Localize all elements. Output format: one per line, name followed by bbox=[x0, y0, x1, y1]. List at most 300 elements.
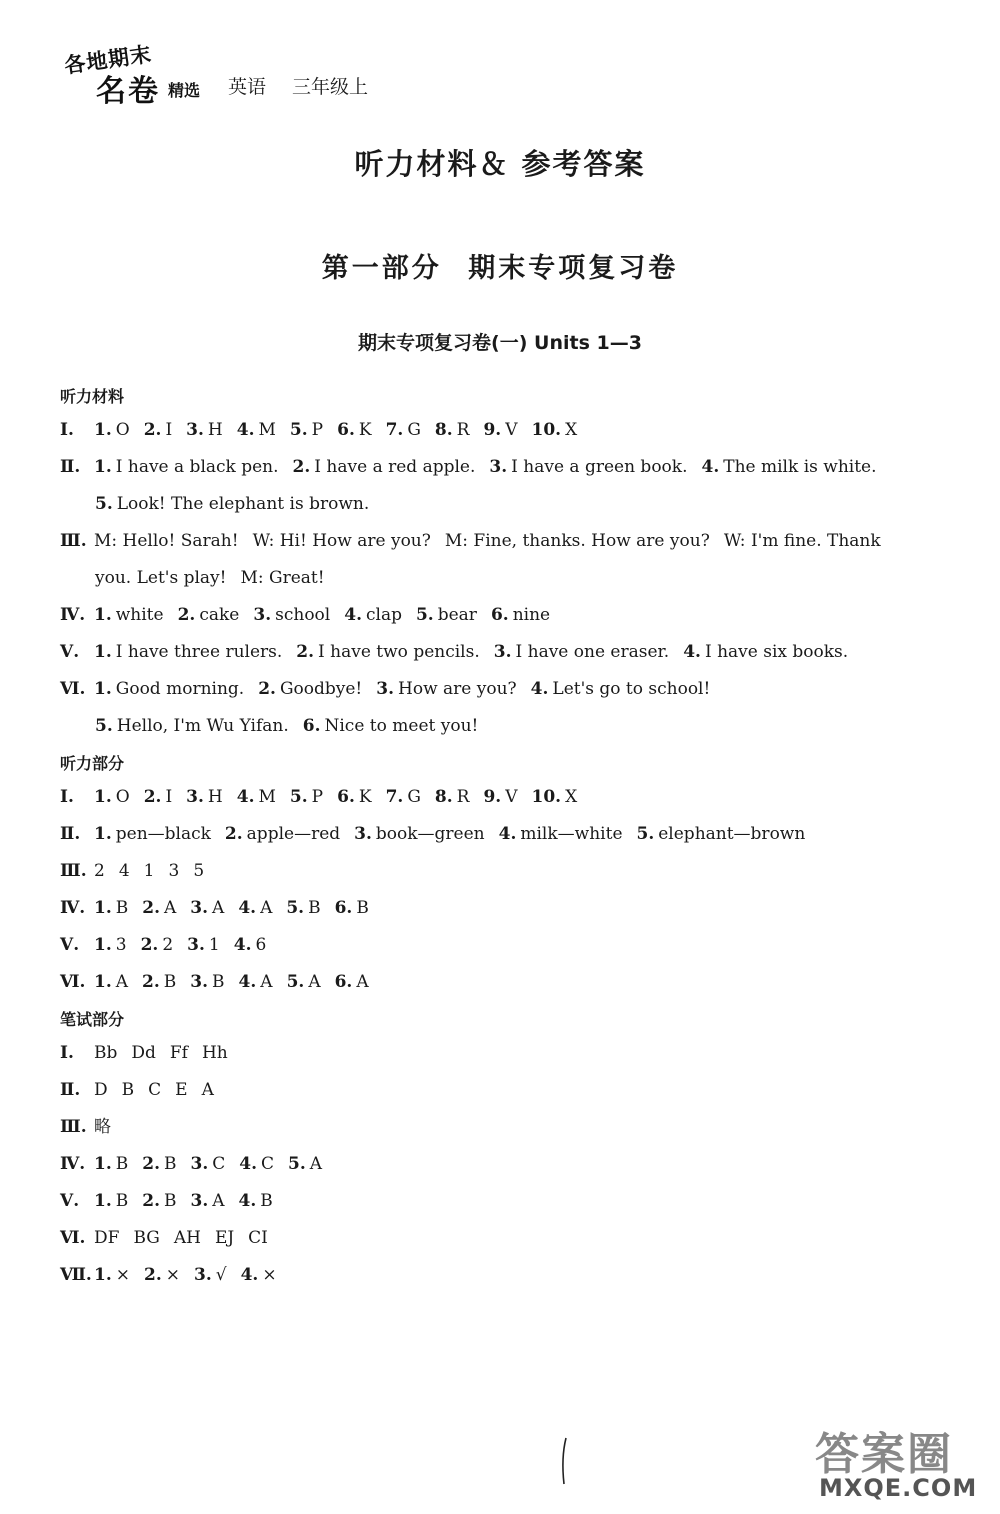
item-number: 6. bbox=[490, 605, 509, 625]
item-text: √ bbox=[215, 1265, 227, 1285]
item-text: 4 bbox=[118, 861, 130, 881]
item-text: I bbox=[165, 787, 173, 807]
answer-item bbox=[499, 824, 623, 844]
item-text: M bbox=[258, 420, 276, 440]
answer-item bbox=[416, 605, 477, 625]
answer-item bbox=[724, 531, 881, 551]
answer-item bbox=[174, 1228, 201, 1248]
answer-item bbox=[238, 898, 272, 918]
item-text: O bbox=[115, 420, 130, 440]
answer-item bbox=[95, 716, 289, 736]
answer-item bbox=[144, 1265, 180, 1285]
answer-line bbox=[60, 1035, 960, 1072]
item-number: 3. bbox=[186, 787, 204, 807]
item-text: M: Great! bbox=[240, 568, 325, 588]
item-number: 3. bbox=[190, 1191, 209, 1211]
item-number: 5. bbox=[636, 824, 655, 844]
answer-line bbox=[60, 816, 960, 853]
item-number: 5. bbox=[286, 898, 305, 918]
pen-stroke-mark bbox=[560, 1436, 570, 1486]
answer-item bbox=[144, 787, 172, 807]
answer-line bbox=[60, 449, 960, 486]
answer-item bbox=[142, 1154, 176, 1174]
item-number: 8. bbox=[434, 787, 453, 807]
answer-item bbox=[94, 420, 130, 440]
answer-item bbox=[191, 1191, 225, 1211]
item-number: 3. bbox=[190, 898, 209, 918]
item-text: I have six books. bbox=[704, 642, 849, 662]
item-text: AH bbox=[173, 1228, 201, 1248]
item-number: 5. bbox=[289, 420, 308, 440]
answer-item bbox=[215, 1228, 234, 1248]
item-text: A bbox=[260, 972, 273, 992]
question-number: Ⅴ. bbox=[60, 935, 80, 955]
item-number: 9. bbox=[483, 420, 502, 440]
item-text: 5 bbox=[193, 861, 205, 881]
item-text: X bbox=[565, 420, 578, 440]
answer-item bbox=[344, 605, 402, 625]
item-text: book—green bbox=[375, 824, 485, 844]
answer-line bbox=[60, 486, 960, 523]
item-number: 6. bbox=[337, 787, 355, 807]
answer-item bbox=[225, 824, 340, 844]
answer-line bbox=[60, 597, 960, 634]
item-number: 5. bbox=[286, 972, 305, 992]
answer-line bbox=[60, 779, 960, 816]
item-number: 3. bbox=[376, 679, 395, 699]
answer-line bbox=[60, 671, 960, 708]
answer-item bbox=[190, 972, 224, 992]
answer-item bbox=[186, 420, 223, 440]
answer-item bbox=[133, 1228, 159, 1248]
answer-line bbox=[60, 964, 960, 1001]
item-number: 1. bbox=[94, 972, 112, 992]
answer-item bbox=[178, 605, 240, 625]
item-number: 2. bbox=[144, 1265, 162, 1285]
logo-sub-text: 精选 bbox=[168, 81, 201, 100]
item-text: clap bbox=[365, 605, 402, 625]
item-number: 3. bbox=[187, 935, 205, 955]
answer-line bbox=[60, 1220, 960, 1257]
item-text: A bbox=[201, 1080, 214, 1100]
item-number: 1. bbox=[94, 898, 112, 918]
item-number: 4. bbox=[238, 972, 257, 992]
answer-item bbox=[702, 457, 877, 477]
answer-item bbox=[532, 787, 578, 807]
answer-item bbox=[94, 605, 164, 625]
answer-item bbox=[290, 420, 323, 440]
answer-item bbox=[386, 420, 421, 440]
item-text: A bbox=[308, 972, 321, 992]
answer-item bbox=[94, 861, 105, 881]
item-text: P bbox=[311, 420, 324, 440]
item-number: 2. bbox=[142, 1191, 160, 1211]
question-number: Ⅶ. bbox=[60, 1265, 92, 1285]
item-number: 2. bbox=[142, 898, 160, 918]
item-number: 1. bbox=[94, 1154, 112, 1174]
watermark-top-text: 答案圈 bbox=[815, 1429, 953, 1480]
answer-item bbox=[144, 420, 172, 440]
item-number: 3. bbox=[493, 642, 512, 662]
item-number: 1. bbox=[94, 824, 112, 844]
answer-item bbox=[94, 1080, 108, 1100]
item-text: A bbox=[212, 1191, 225, 1211]
item-number: 3. bbox=[190, 1154, 209, 1174]
answer-item bbox=[489, 457, 687, 477]
question-number: Ⅰ. bbox=[60, 420, 74, 440]
item-number: 2. bbox=[296, 642, 315, 662]
item-text: I bbox=[165, 420, 173, 440]
logo-main-text: 名卷 bbox=[96, 74, 160, 109]
answer-item bbox=[234, 935, 267, 955]
answer-item bbox=[122, 1080, 135, 1100]
section-heading: 听力部分 bbox=[60, 754, 125, 773]
answer-item bbox=[376, 679, 516, 699]
item-text: C bbox=[148, 1080, 162, 1100]
item-text: M: Fine, thanks. How are you? bbox=[444, 531, 710, 551]
answer-item bbox=[286, 898, 320, 918]
series-logo bbox=[58, 41, 223, 109]
item-text: 3 bbox=[115, 935, 127, 955]
answer-line bbox=[60, 1257, 960, 1294]
answer-item bbox=[94, 642, 282, 662]
answer-line bbox=[60, 1072, 960, 1109]
answer-item bbox=[148, 1080, 161, 1100]
item-text: M: Hello! Sarah! bbox=[94, 531, 239, 551]
answer-item bbox=[303, 716, 479, 736]
answer-item bbox=[337, 420, 371, 440]
item-text: A bbox=[260, 898, 273, 918]
item-text: H bbox=[207, 787, 223, 807]
item-text: 3 bbox=[168, 861, 180, 881]
item-number: 7. bbox=[385, 787, 404, 807]
item-text: I have a green book. bbox=[511, 457, 688, 477]
item-text: 6 bbox=[255, 935, 267, 955]
answer-item bbox=[94, 1265, 130, 1285]
item-number: 3. bbox=[354, 824, 372, 844]
answer-line bbox=[60, 1109, 960, 1146]
item-text: W: Hi! How are you? bbox=[252, 531, 431, 551]
item-number: 6. bbox=[334, 972, 353, 992]
item-number: 2. bbox=[142, 1154, 160, 1174]
answer-item bbox=[142, 1191, 176, 1211]
answer-item bbox=[337, 787, 371, 807]
answer-item bbox=[435, 787, 470, 807]
item-text: I have a black pen. bbox=[115, 457, 279, 477]
item-text: BG bbox=[133, 1228, 160, 1248]
answer-item bbox=[94, 898, 128, 918]
item-number: 7. bbox=[385, 420, 404, 440]
item-text: 2 bbox=[94, 861, 105, 881]
unit-title: 期末专项复习卷(一) Units 1—3 bbox=[358, 332, 642, 354]
logo-top-text: 各地期末 bbox=[62, 41, 154, 78]
answer-item bbox=[531, 679, 711, 699]
item-text: I have a red apple. bbox=[314, 457, 476, 477]
item-number: 5. bbox=[95, 494, 113, 514]
item-number: 3. bbox=[194, 1265, 212, 1285]
item-number: 1. bbox=[94, 679, 112, 699]
item-text: A bbox=[356, 972, 369, 992]
item-text: A bbox=[212, 898, 225, 918]
item-text: G bbox=[407, 787, 421, 807]
watermark-logo bbox=[815, 1418, 990, 1508]
answer-item bbox=[94, 787, 130, 807]
answer-item bbox=[187, 935, 220, 955]
item-number: 10. bbox=[531, 787, 562, 807]
item-number: 1. bbox=[94, 1265, 112, 1285]
item-text: O bbox=[115, 787, 130, 807]
answer-item bbox=[94, 457, 279, 477]
item-text: G bbox=[407, 420, 421, 440]
question-number: Ⅰ. bbox=[60, 1043, 74, 1063]
answer-item bbox=[191, 1154, 226, 1174]
question-number: Ⅳ. bbox=[60, 898, 86, 918]
question-number: Ⅲ. bbox=[60, 861, 87, 881]
item-text: Nice to meet you! bbox=[324, 716, 479, 736]
item-text: milk—white bbox=[520, 824, 623, 844]
answer-item bbox=[94, 679, 244, 699]
answer-item bbox=[131, 1043, 156, 1063]
item-text: B bbox=[356, 898, 369, 918]
answer-line bbox=[60, 560, 960, 597]
item-text: D bbox=[94, 1080, 108, 1100]
answer-item bbox=[142, 972, 176, 992]
item-number: 4. bbox=[683, 642, 701, 662]
item-number: 2. bbox=[143, 420, 162, 440]
item-text: I have two pencils. bbox=[318, 642, 480, 662]
answer-item bbox=[202, 1080, 214, 1100]
answer-item bbox=[119, 861, 130, 881]
answer-line bbox=[60, 1183, 960, 1220]
answer-item bbox=[683, 642, 848, 662]
item-number: 3. bbox=[489, 457, 508, 477]
item-number: 9. bbox=[483, 787, 502, 807]
answer-item bbox=[239, 972, 273, 992]
answer-item bbox=[94, 1228, 119, 1248]
item-text: nine bbox=[512, 605, 551, 625]
item-number: 4. bbox=[240, 1265, 259, 1285]
answer-item bbox=[335, 972, 369, 992]
item-text: I have one eraser. bbox=[515, 642, 670, 662]
answer-line bbox=[60, 927, 960, 964]
item-text: A bbox=[115, 972, 129, 992]
item-text: EJ bbox=[214, 1228, 235, 1248]
answer-line bbox=[60, 890, 960, 927]
answer-line bbox=[60, 634, 960, 671]
item-text: you. Let's play! bbox=[95, 568, 227, 588]
item-number: 2. bbox=[292, 457, 311, 477]
item-text: V bbox=[505, 787, 518, 807]
part-title: 第一部分 期末专项复习卷 bbox=[321, 253, 679, 284]
item-text: K bbox=[358, 420, 372, 440]
item-text: R bbox=[456, 420, 470, 440]
question-number: Ⅳ. bbox=[60, 605, 86, 625]
answer-item bbox=[202, 1043, 228, 1063]
item-text: V bbox=[505, 420, 518, 440]
item-text: B bbox=[260, 1191, 273, 1211]
item-number: 5. bbox=[289, 787, 308, 807]
section-heading: 笔试部分 bbox=[60, 1010, 125, 1029]
page-header bbox=[58, 41, 478, 109]
item-text: A bbox=[309, 1154, 323, 1174]
item-text: Ff bbox=[169, 1043, 188, 1063]
answer-item bbox=[532, 420, 578, 440]
item-text: × bbox=[262, 1265, 277, 1285]
answer-line bbox=[60, 1146, 960, 1183]
answer-item bbox=[248, 1228, 268, 1248]
answer-line bbox=[60, 412, 960, 449]
answer-item bbox=[637, 824, 806, 844]
item-number: 4. bbox=[238, 898, 257, 918]
item-text: Bb bbox=[94, 1043, 118, 1063]
question-number: Ⅲ. bbox=[60, 531, 87, 551]
item-number: 2. bbox=[177, 605, 196, 625]
item-number: 4. bbox=[239, 1154, 258, 1174]
item-text: Look! The elephant is brown. bbox=[116, 494, 370, 514]
answer-content bbox=[60, 378, 960, 1294]
answer-item bbox=[288, 1154, 322, 1174]
answer-item bbox=[253, 605, 330, 625]
item-text: cake bbox=[199, 605, 240, 625]
answer-item bbox=[445, 531, 710, 551]
item-number: 3. bbox=[186, 420, 204, 440]
item-number: 1. bbox=[94, 787, 112, 807]
answer-item bbox=[483, 787, 517, 807]
item-number: 4. bbox=[236, 420, 255, 440]
item-text: school bbox=[275, 605, 331, 625]
item-number: 4. bbox=[701, 457, 720, 477]
item-text: B bbox=[164, 1191, 177, 1211]
item-text: apple—red bbox=[246, 824, 341, 844]
item-text: H bbox=[207, 420, 223, 440]
answer-item bbox=[241, 1265, 277, 1285]
item-number: 4. bbox=[344, 605, 362, 625]
item-number: 5. bbox=[288, 1154, 306, 1174]
item-text: B bbox=[212, 972, 225, 992]
item-text: W: I'm fine. Thank bbox=[723, 531, 881, 551]
item-number: 5. bbox=[95, 716, 113, 736]
answer-line bbox=[60, 853, 960, 890]
answer-item bbox=[94, 1191, 128, 1211]
answer-item bbox=[386, 787, 421, 807]
answer-item bbox=[94, 1154, 128, 1174]
item-text: B bbox=[163, 972, 177, 992]
answer-item bbox=[239, 1191, 273, 1211]
question-number: Ⅱ. bbox=[60, 1080, 81, 1100]
item-number: 2. bbox=[224, 824, 243, 844]
answer-item bbox=[335, 898, 369, 918]
subject-label: 英语 bbox=[228, 76, 267, 98]
page-title: 听力材料＆ 参考答案 bbox=[354, 147, 646, 181]
item-text: 2 bbox=[162, 935, 174, 955]
item-text: I have three rulers. bbox=[115, 642, 283, 662]
answer-item bbox=[258, 679, 362, 699]
question-number: Ⅲ. bbox=[60, 1117, 87, 1137]
answer-item bbox=[253, 531, 431, 551]
item-text: × bbox=[115, 1265, 130, 1285]
item-text: × bbox=[165, 1265, 180, 1285]
item-number: 2. bbox=[140, 935, 159, 955]
item-text: Hh bbox=[201, 1043, 228, 1063]
item-number: 4. bbox=[530, 679, 549, 699]
answer-line bbox=[60, 523, 960, 560]
item-text: Dd bbox=[131, 1043, 156, 1063]
item-text: white bbox=[115, 605, 164, 625]
item-text: P bbox=[311, 787, 324, 807]
answer-item bbox=[354, 824, 484, 844]
item-number: 6. bbox=[337, 420, 355, 440]
item-number: 1. bbox=[94, 420, 112, 440]
item-number: 3. bbox=[190, 972, 209, 992]
answer-item bbox=[296, 642, 479, 662]
item-text: B bbox=[115, 1154, 129, 1174]
item-number: 5. bbox=[415, 605, 434, 625]
item-text: bear bbox=[437, 605, 477, 625]
answer-item bbox=[95, 494, 369, 514]
answer-item bbox=[194, 1265, 227, 1285]
answer-item bbox=[94, 1117, 111, 1137]
question-number: Ⅵ. bbox=[60, 1228, 86, 1248]
item-number: 10. bbox=[531, 420, 562, 440]
answer-item bbox=[94, 935, 127, 955]
item-text: CI bbox=[248, 1228, 268, 1248]
answer-item bbox=[239, 1154, 274, 1174]
answer-item bbox=[290, 787, 323, 807]
item-number: 6. bbox=[302, 716, 321, 736]
answer-item bbox=[95, 568, 226, 588]
question-number: Ⅵ. bbox=[60, 679, 86, 699]
answer-line bbox=[60, 708, 960, 745]
item-text: K bbox=[358, 787, 372, 807]
answer-item bbox=[170, 1043, 188, 1063]
item-number: 3. bbox=[253, 605, 272, 625]
item-number: 2. bbox=[142, 972, 160, 992]
answer-item bbox=[142, 898, 176, 918]
item-text: Let's go to school! bbox=[552, 679, 711, 699]
item-text: The milk is white. bbox=[723, 457, 877, 477]
answer-item bbox=[94, 972, 128, 992]
item-text: Good morning. bbox=[115, 679, 245, 699]
answer-item bbox=[190, 898, 224, 918]
item-number: 1. bbox=[94, 935, 112, 955]
question-number: Ⅴ. bbox=[60, 1191, 80, 1211]
item-text: B bbox=[121, 1080, 135, 1100]
answer-item bbox=[168, 861, 179, 881]
item-text: 1 bbox=[208, 935, 220, 955]
item-text: B bbox=[308, 898, 321, 918]
item-text: C bbox=[261, 1154, 275, 1174]
answer-item bbox=[141, 935, 174, 955]
section-heading: 听力材料 bbox=[60, 387, 125, 406]
watermark-bottom-text: MXQE.COM bbox=[819, 1474, 978, 1502]
question-number: Ⅴ. bbox=[60, 642, 80, 662]
answer-item bbox=[491, 605, 550, 625]
item-text: R bbox=[456, 787, 470, 807]
answer-item bbox=[186, 787, 223, 807]
answer-item bbox=[237, 420, 276, 440]
answer-item bbox=[94, 1043, 117, 1063]
item-text: 1 bbox=[143, 861, 155, 881]
answer-item bbox=[240, 568, 324, 588]
item-number: 1. bbox=[94, 457, 112, 477]
item-number: 4. bbox=[233, 935, 252, 955]
answer-item bbox=[94, 824, 211, 844]
item-text: B bbox=[115, 1191, 129, 1211]
item-text: pen—black bbox=[115, 824, 211, 844]
answer-item bbox=[237, 787, 276, 807]
answer-item bbox=[483, 420, 517, 440]
item-number: 1. bbox=[94, 1191, 112, 1211]
